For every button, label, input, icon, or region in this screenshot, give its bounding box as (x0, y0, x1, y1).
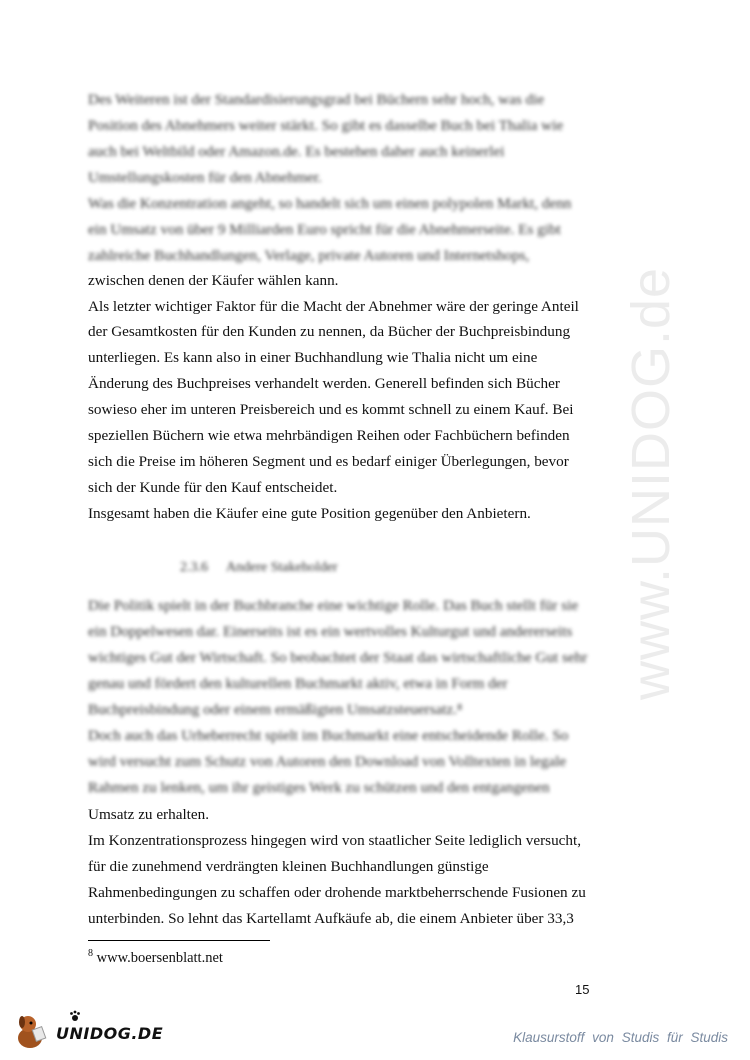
text-line: sich die Preise im höheren Segment und es bedarf einiger Überlegungen, bevor (88, 453, 569, 470)
text-line: für die zunehmend verdrängten kleinen Buchhandlungen günstige (88, 858, 489, 875)
blurred-text-line: wird versucht zum Schutz von Autoren den Download von Volltexten in legale (88, 753, 567, 770)
text-line: sich der Kunde für den Kauf entscheidet. (88, 479, 338, 496)
blurred-text-line: Rahmen zu lenken, um ihr geistiges Werk zu schützen und den entgangenen (88, 779, 550, 796)
footer-tagline: Klausurstoff von Studis für Studis (513, 1030, 728, 1045)
blurred-text-line: genau und fördert den kulturellen Buchmarkt aktiv, etwa in Form der (88, 675, 508, 692)
text-line: der Gesamtkosten für den Kunden zu nennen, da Bücher der Buchpreisbindung (88, 323, 571, 340)
blurred-text-line: ein Umsatz von über 9 Milliarden Euro spricht für die Abnehmerseite. Es gibt (88, 221, 561, 238)
text-line: Insgesamt haben die Käufer eine gute Position gegenüber den Anbietern. (88, 505, 531, 522)
blurred-text-line: auch bei Weltbild oder Amazon.de. Es bestehen daher auch keinerlei (88, 143, 505, 160)
text-line: Als letzter wichtiger Faktor für die Macht der Abnehmer wäre der geringe Anteil (88, 298, 579, 315)
blurred-text-line: Was die Konzentration angeht, so handelt sich um einen polypolen Markt, denn (88, 195, 572, 212)
watermark-text: www.UNIDOG.de (621, 266, 681, 700)
blurred-text-line: Des Weiteren ist der Standardisierungsgrad bei Büchern sehr hoch, was die (88, 91, 545, 108)
text-line: Rahmenbedingungen zu schaffen oder drohende marktbeherrschende Fusionen zu (88, 884, 586, 901)
text-line: Änderung des Buchpreises verhandelt werden. Generell befinden sich Bücher (88, 375, 560, 392)
footnote (88, 948, 223, 967)
section-title: Andere Stakeholder (226, 560, 338, 575)
footnote-number: 8 (88, 948, 93, 959)
text-line: Im Konzentrationsprozess hingegen wird von staatlicher Seite lediglich versucht, (88, 832, 582, 849)
text-line: zwischen denen der Käufer wählen kann. (88, 272, 339, 289)
dog-mascot-icon (14, 1010, 54, 1050)
blurred-text-line: wichtiges Gut der Wirtschaft. So beobachtet der Staat das wirtschaftliche Gut sehr (88, 649, 588, 666)
blurred-text-line: zahlreiche Buchhandlungen, Verlage, private Autoren und Internetshops, (88, 247, 530, 264)
text-line: speziellen Büchern wie etwa mehrbändigen Reihen oder Fachbüchern befinden (88, 427, 570, 444)
blurred-text-line: Position des Abnehmers weiter stärkt. So gibt es dasselbe Buch bei Thalia wie (88, 117, 564, 134)
page-number: 15 (575, 982, 590, 997)
text-line: sowieso eher im unteren Preisbereich und es kommt schnell zu einem Kauf. Bei (88, 401, 574, 418)
text-line: Umsatz zu erhalten. (88, 806, 210, 823)
footnote-text: www.boersenblatt.net (96, 949, 223, 966)
paw-icon (69, 1010, 81, 1022)
unidog-logo (14, 1010, 164, 1050)
blurred-text-line: Doch auch das Urheberrecht spielt im Buchmarkt eine entscheidende Rolle. So (88, 727, 569, 744)
section-number: 2.3.6 (180, 560, 208, 575)
blurred-text-line: Buchpreisbindung oder einem ermäßigten Umsatzsteuersatz.⁸ (88, 701, 463, 718)
blurred-text-line: Die Politik spielt in der Buchbranche eine wichtige Rolle. Das Buch stellt für sie (88, 597, 579, 614)
text-line: unterliegen. Es kann also in einer Buchhandlung wie Thalia nicht um eine (88, 349, 538, 366)
footnote-divider (88, 940, 270, 941)
section-heading (180, 560, 356, 576)
blurred-text-line: ein Doppelwesen dar. Einerseits ist es ein wertvolles Kulturgut und andererseits (88, 623, 573, 640)
blurred-text-line: Umstellungskosten für den Abnehmer. (88, 169, 322, 186)
text-line: unterbinden. So lehnt das Kartellamt Aufkäufe ab, die einem Anbieter über 33,3 (88, 910, 574, 927)
logo-text: UNIDOG.DE (56, 1024, 164, 1043)
